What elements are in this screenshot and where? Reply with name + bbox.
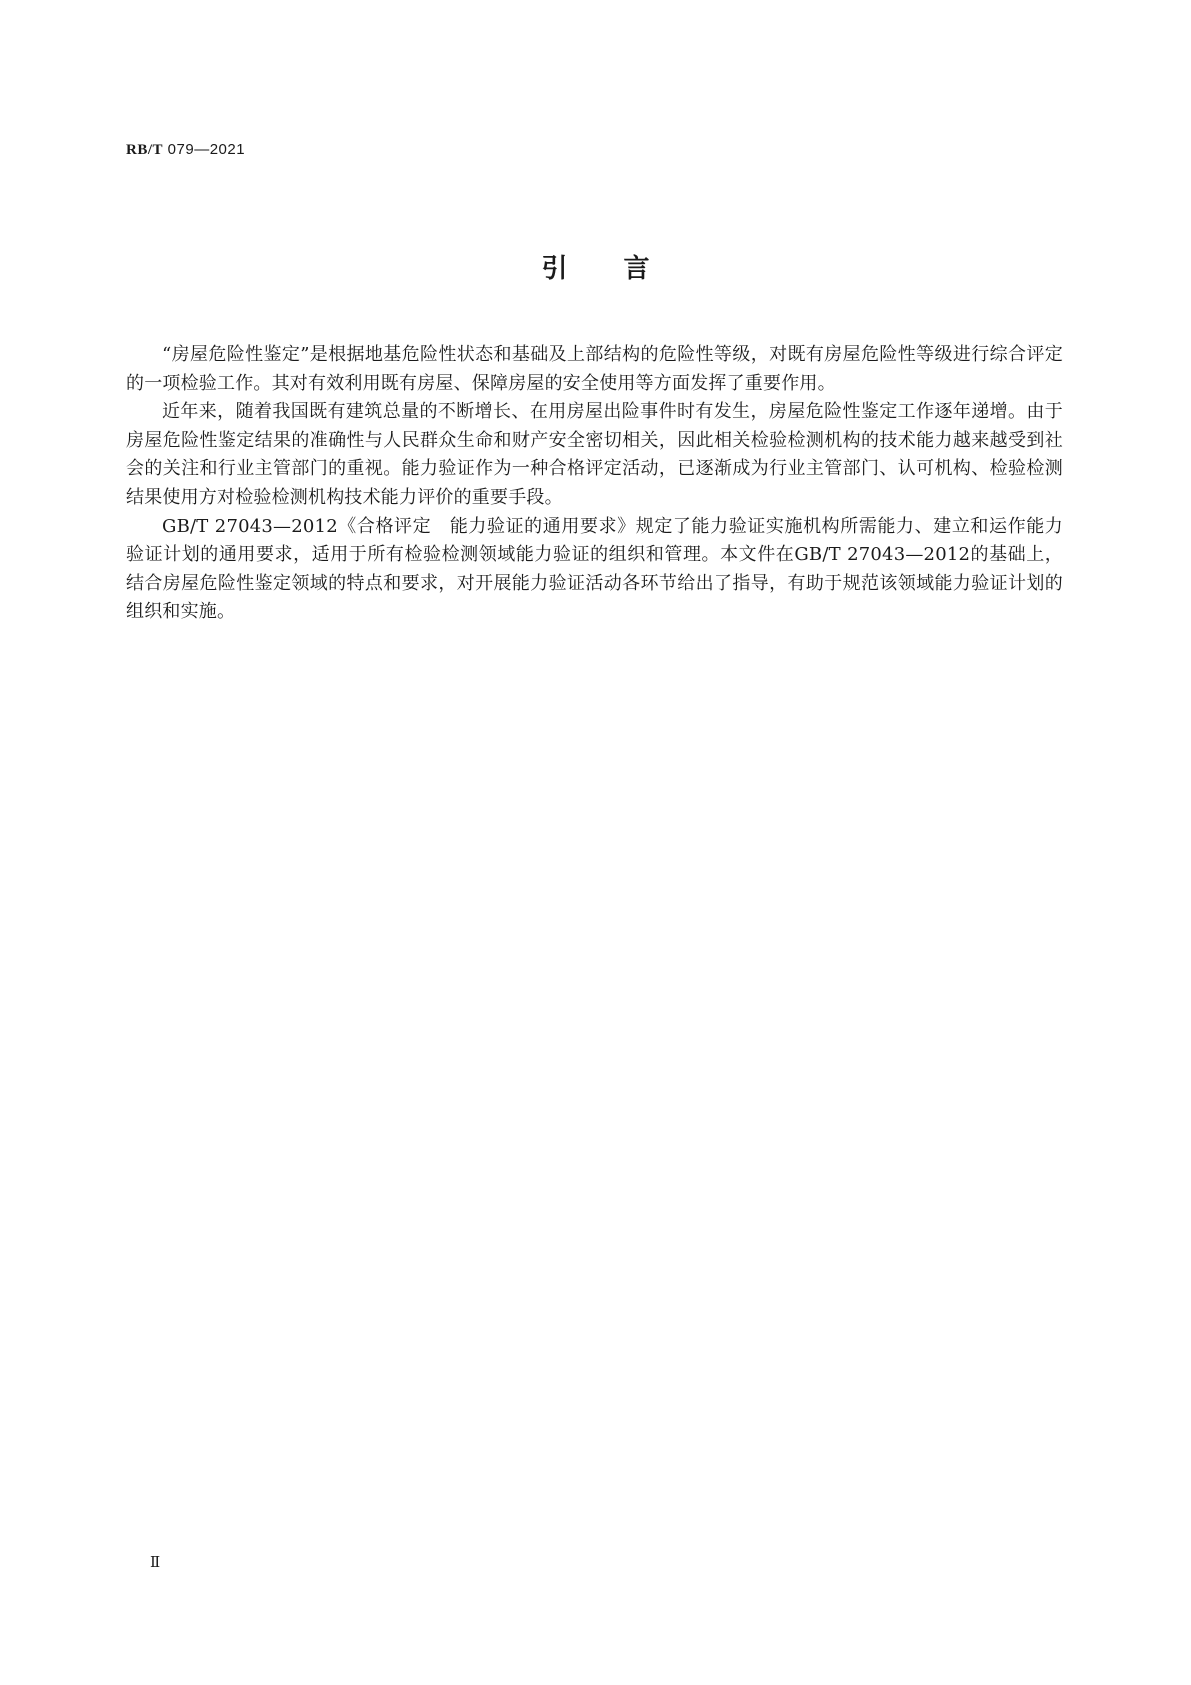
body-text xyxy=(126,341,1063,627)
paragraph-background: 近年来，随着我国既有建筑总量的不断增长、在用房屋出险事件时有发生，房屋危险性鉴定工作逐年递增。由于房屋危险性鉴定结果的准确性与人民群众生命和财产安全密切相关，因此相关检验检测机构的技术能力越来越受到社会的关注和行业主管部门的重视。能力验证作为一种合格评定活动，已逐渐成为行业主管部门、认可机构、检验检测结果使用方对检验检测机构技术能力评价的重要手段。 xyxy=(126,401,1063,508)
page-number: Ⅱ xyxy=(150,1553,161,1571)
standard-number: 079—2021 xyxy=(163,141,246,158)
standard-prefix: RB/T xyxy=(126,142,164,158)
standard-code xyxy=(126,141,245,159)
paragraph-scope: GB/T 27043—2012《合格评定 能力验证的通用要求》规定了能力验证实施机构所需能力、建立和运作能力验证计划的通用要求，适用于所有检验检测领域能力验证的组织和管理。本文件在GB/T 27043—2012的基础上，结合房屋危险性鉴定领域的特点和要求，对开展能力验证活动各环节给出了指导，有助于规范该领域能力验证计划的组织和实施。 xyxy=(126,515,1063,623)
page-title: 引言 xyxy=(541,254,706,284)
paragraph-definition: “房屋危险性鉴定”是根据地基危险性状态和基础及上部结构的危险性等级，对既有房屋危险性等级进行综合评定的一项检验工作。其对有效利用既有房屋、保障房屋的安全使用等方面发挥了重要作用。 xyxy=(126,344,1063,394)
